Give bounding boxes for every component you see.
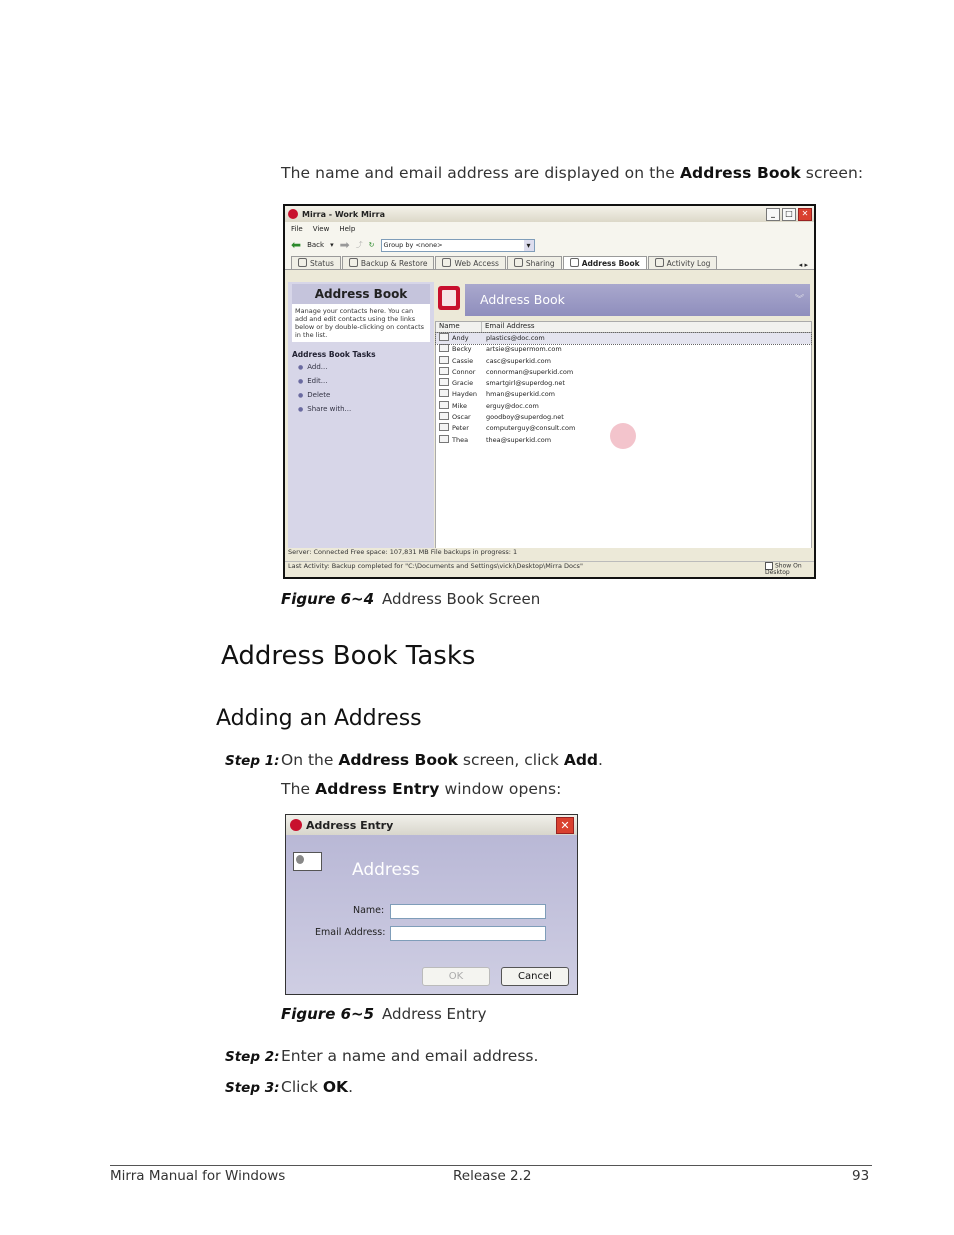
activity-log-icon [655,258,664,267]
column-email[interactable]: Email Address [485,322,535,330]
cancel-button[interactable]: Cancel [501,967,569,986]
ok-button[interactable]: OK [422,967,490,986]
step-3-prefix: Click [281,1078,323,1096]
contact-row[interactable] [436,401,811,412]
contact-name [436,435,483,446]
contact-name-text: Hayden [452,390,477,399]
step-1 [225,751,603,769]
collapse-chevron-icon[interactable]: ︾ [794,295,804,305]
contact-row[interactable] [436,344,811,355]
left-panel-heading: Address Book [292,284,430,304]
contact-email: erguy@doc.com [486,401,539,410]
forward-arrow-icon[interactable]: ➡ [339,238,350,252]
refresh-icon[interactable]: ↻ [368,241,375,249]
task-edit[interactable]: ● Edit... [298,377,434,385]
tab-label: Address Book [581,259,640,268]
task-add[interactable]: ● Add... [298,363,434,371]
contacts-list [435,321,812,550]
contact-name-text: Connor [452,367,476,376]
status-line-1: Server: Connected Free space: 107,831 MB File backups in progress: 1 [285,548,815,559]
window-title: Mirra - Work Mirra [302,209,385,219]
contact-name [436,356,483,367]
dialog-body [286,835,577,995]
tab-address-book[interactable] [563,256,647,269]
tab-label: Web Access [454,259,499,268]
contact-name-text: Cassie [452,356,474,365]
contact-name [436,333,483,344]
step-1-middle: screen, click [457,751,564,769]
subsection-heading: Adding an Address [216,706,422,731]
task-share-with[interactable]: ● Share with... [298,405,434,413]
step-1-label: Step 1: [225,753,280,769]
intro-suffix: screen: [800,164,864,182]
contact-icon [439,435,449,443]
show-on-desktop-label: Show On Desktop [765,562,802,576]
mirra-watermark-icon [610,423,636,449]
footer-rule [110,1165,872,1166]
menu-bar [285,222,814,235]
contact-icon [439,389,449,397]
menu-file[interactable]: File [291,224,303,233]
dialog-titlebar [286,815,577,835]
contact-email: artsie@supermom.com [486,345,562,354]
address-book-screenshot [283,204,816,579]
figure-6-4-caption [281,590,540,608]
web-icon [442,258,451,267]
footer-release: Release 2.2 [453,1168,532,1184]
list-header [436,322,811,333]
show-on-desktop[interactable] [765,562,807,577]
step-1-result-bold: Address Entry [315,780,440,798]
contact-email: hman@superkid.com [486,390,556,399]
contact-name [436,401,483,412]
backup-icon [349,258,358,267]
contact-name-text: Becky [452,345,472,354]
tab-activity-log[interactable] [648,256,718,269]
contact-row[interactable] [436,412,811,423]
contact-name [436,389,483,400]
dialog-title: Address Entry [306,818,394,832]
contact-icon [439,401,449,409]
contact-row[interactable] [436,378,811,389]
contact-name-text: Oscar [452,413,471,422]
tab-web-access[interactable] [435,256,505,269]
step-2-text: Enter a name and email address. [281,1047,539,1065]
contact-email: thea@superkid.com [486,435,552,444]
address-entry-screenshot [285,814,578,995]
contact-card-icon [293,852,322,871]
contact-row[interactable] [436,356,811,367]
contact-email: connorman@superkid.com [486,367,574,376]
contact-row[interactable] [436,367,811,378]
group-by-select[interactable]: Group by <none> ▾ [381,239,535,252]
maximize-icon[interactable]: □ [782,208,796,221]
figure-6-4-label: Figure 6~4 [281,590,375,608]
menu-help[interactable]: Help [339,224,356,233]
step-3 [225,1078,353,1096]
contact-email: casc@superkid.com [486,356,551,365]
step-3-bold-ok: OK [322,1078,349,1096]
intro-bold: Address Book [679,164,801,182]
tab-label: Sharing [525,259,555,268]
tab-label: Backup & Restore [360,259,428,268]
tab-bar [285,255,814,270]
contact-email: plastics@doc.com [486,334,545,342]
email-label: Email Address: [315,927,386,938]
back-button[interactable]: Back [307,241,325,249]
step-1-prefix: On the [281,751,339,769]
tab-scroll-icon[interactable]: ◂ ▸ [798,261,808,269]
contact-icon [439,378,449,386]
back-arrow-icon[interactable]: ⬅ [291,238,302,252]
step-3-label: Step 3: [225,1080,280,1096]
right-panel-header [465,284,810,316]
name-field[interactable] [390,904,546,919]
status-line-2 [285,561,815,576]
email-field[interactable] [390,926,546,941]
mirra-logo-icon [290,819,302,831]
footer-manual-title: Mirra Manual for Windows [110,1168,286,1184]
contact-name-text: Gracie [452,379,474,388]
figure-6-5-text: Address Entry [382,1005,487,1023]
contact-icon [439,367,449,375]
tab-backup-restore[interactable] [342,256,435,269]
menu-view[interactable]: View [312,224,330,233]
contact-icon [439,333,449,341]
name-label: Name: [353,905,385,916]
contact-row[interactable] [436,333,811,344]
figure-6-5-label: Figure 6~5 [281,1005,375,1023]
left-panel [288,282,434,548]
page-number: 93 [852,1168,870,1184]
figure-6-4-text: Address Book Screen [382,590,541,608]
contact-name [436,378,483,389]
column-name[interactable]: Name [436,322,482,332]
contact-name [436,367,483,378]
figure-6-5-caption [281,1005,486,1023]
contact-email: goodboy@superdog.net [486,413,564,422]
contact-email: smartgirl@superdog.net [486,379,565,388]
right-panel-title: Address Book [480,292,565,307]
status-icon [298,258,307,267]
up-icon[interactable]: ⤴ [355,241,363,249]
contact-icon [439,356,449,364]
task-delete[interactable]: ● Delete [298,391,434,399]
close-icon[interactable]: ✕ [798,208,812,221]
contact-row[interactable] [436,389,811,400]
step-1-result-prefix: The [281,780,316,798]
mirra-logo-icon [288,209,298,219]
address-book-icon [570,258,579,267]
window-titlebar [285,206,814,222]
contact-name [436,344,483,355]
address-book-logo-icon [438,286,460,310]
sharing-icon [514,258,523,267]
contact-email: computerguy@consult.com [486,424,576,433]
last-activity-text: Last Activity: Backup completed for "C:\Documents and Settings\vicki\Desktop\Mirra Docs" [288,562,583,570]
intro-paragraph [281,164,863,182]
step-1-suffix: . [598,751,603,769]
left-panel-description: Manage your contacts here. You can add and edit contacts using the links below or by double-clicking on contacts in the list. [292,304,430,342]
tasks-title: Address Book Tasks [292,350,376,359]
contact-icon [439,412,449,420]
contact-name [436,412,483,423]
step-2 [225,1047,538,1065]
contact-name-text: Thea [452,435,469,444]
contact-icon [439,344,449,352]
contact-name-text: Mike [452,401,467,410]
intro-prefix: The name and email address are displayed on the [281,164,680,182]
close-icon[interactable]: ✕ [556,817,574,834]
tab-status[interactable] [291,256,341,269]
step-1-result [281,780,561,798]
toolbar [285,235,814,255]
tab-label: Activity Log [666,259,711,268]
step-1-bold-add: Add [563,751,599,769]
contact-name-text: Peter [452,424,469,433]
minimize-icon[interactable]: _ [766,208,780,221]
contact-name [436,423,483,434]
section-heading: Address Book Tasks [221,641,476,671]
dropdown-icon[interactable]: ▾ [330,241,334,249]
step-1-result-suffix: window opens: [439,780,562,798]
step-2-label: Step 2: [225,1049,280,1065]
step-1-bold-address-book: Address Book [338,751,458,769]
contact-name-text: Andy [452,334,469,342]
tab-sharing[interactable] [507,256,562,269]
step-3-suffix: . [348,1078,353,1096]
tab-label: Status [310,259,334,268]
dialog-heading: Address [352,860,420,880]
contact-icon [439,423,449,431]
